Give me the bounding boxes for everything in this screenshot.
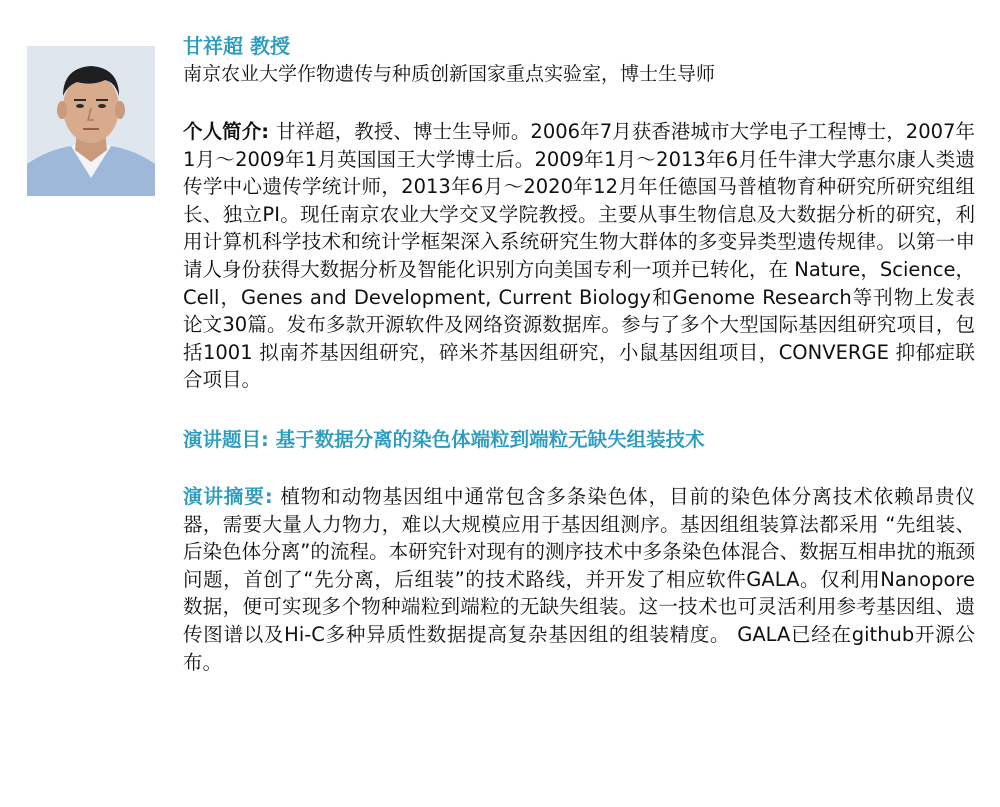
speaker-portrait <box>27 46 155 196</box>
bio-label: 个人简介: <box>183 120 276 143</box>
talk-title-label: 演讲题目: <box>183 427 276 451</box>
bio-paragraph <box>183 118 975 394</box>
bio-text: 甘祥超，教授、博士生导师。2006年7月获香港城市大学电子工程博士，2007年1月～2009年1月英国国王大学博士后。2009年1月～2013年6月任牛津大学惠尔康人类遗传学中心遗传学统计师，2013年6月～2020年12月年任德国马普植物育种研究所研究组组长、独立PI。现任南京农业大学交叉学院教授。主要从事生物信息及大数据分析的研究，利用计算机科学技术和统计学框架深入系统研究生物大群体的多变异类型遗传规律。以第一申请人身份获得大数据分析及智能化识别方向美国专利一项并已转化，在 Nature，Science，Cell，Genes and Development, Current Biology和Genome Research等刊物上发表论文30篇。发布多款开源软件及网络资源数据库。参与了多个大型国际基因组研究项目，包括1001 拟南芥基因组研究，碎米芥基因组研究，小鼠基因组项目，CONVERGE 抑郁症联合项目。 <box>183 120 975 392</box>
abstract-text: 植物和动物基因组中通常包含多条染色体，目前的染色体分离技术依赖昂贵仪器，需要大量人力物力，难以大规模应用于基因组测序。基因组组装算法都采用 “先组装、后染色体分离”的流程。本研究针对现有的测序技术中多条染色体混合、数据互相串扰的瓶颈问题，首创了“先分离，后组装”的技术路线，并开发了相应软件GALA。仅利用Nanopore数据，便可实现多个物种端粒到端粒的无缺失组装。这一技术也可灵活利用参考基因组、遗传图谱以及Hi-C多种异质性数据提高复杂基因组的组装精度。 GALA已经在github开源公布。 <box>183 484 975 674</box>
speaker-profile <box>183 32 975 676</box>
abstract-paragraph <box>183 483 975 676</box>
speaker-portrait-photo <box>27 46 155 196</box>
speaker-name: 甘祥超 教授 <box>183 34 290 58</box>
talk-title-text: 基于数据分离的染色体端粒到端粒无缺失组装技术 <box>275 427 705 451</box>
speaker-affiliation: 南京农业大学作物遗传与种质创新国家重点实验室，博士生导师 <box>183 63 716 85</box>
abstract-label: 演讲摘要: <box>183 484 281 508</box>
talk-title <box>183 426 975 454</box>
